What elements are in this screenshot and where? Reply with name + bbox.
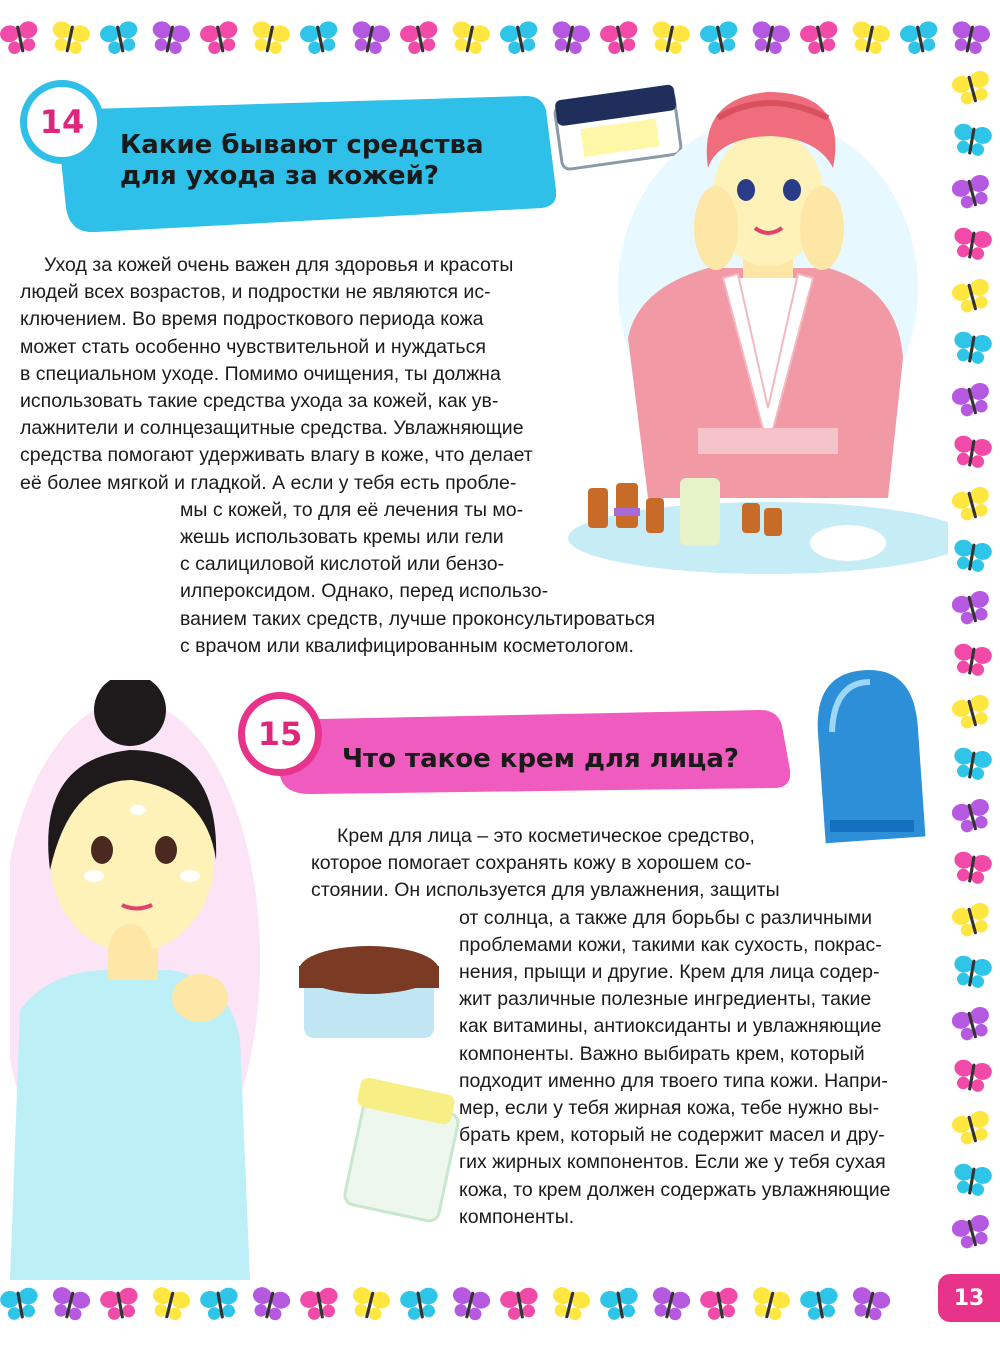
butterfly-icon — [399, 1286, 441, 1322]
section-15-title — [342, 744, 739, 775]
section-14-title-line1: Какие бывают средства — [120, 130, 484, 160]
butterfly-icon — [99, 1286, 141, 1322]
butterfly-icon — [98, 20, 141, 57]
butterfly-icon — [699, 1286, 741, 1322]
butterfly-icon — [698, 20, 741, 57]
page-number-text: 13 — [953, 1285, 985, 1311]
text-line: стоянии. Он используется для увлажнения, защиты — [311, 879, 780, 902]
butterfly-icon — [950, 69, 994, 107]
text-line: ванием таких средств, лучше проконсультироваться — [180, 607, 656, 630]
butterfly-icon — [950, 173, 994, 211]
butterfly-border-bottom — [0, 1272, 930, 1336]
text-line: мы с кожей, то для её лечения ты мо- — [180, 498, 524, 521]
butterfly-icon — [798, 20, 841, 57]
text-line: жит различные полезные ингредиенты, такие — [459, 988, 872, 1011]
section-14-title-line2: для ухода за кожей? — [120, 161, 439, 192]
butterfly-icon — [951, 746, 993, 782]
text-line: кожа, то крем должен содержать увлажняющие — [459, 1178, 891, 1201]
butterfly-icon — [398, 20, 441, 57]
text-line: с салициловой кислотой или бензо- — [180, 553, 505, 576]
section-14-title — [120, 130, 484, 192]
butterfly-icon — [950, 901, 994, 939]
butterfly-icon — [950, 1109, 994, 1147]
text-line: жешь использовать кремы или гели — [180, 526, 504, 549]
text-line: может стать особенно чувствительной и нуждаться — [20, 335, 486, 358]
butterfly-icon — [148, 20, 191, 57]
butterfly-icon — [448, 20, 491, 57]
section-14-badge — [20, 80, 104, 164]
section-15-header — [220, 688, 800, 818]
text-line: компоненты. — [459, 1205, 575, 1228]
text-line: ключением. Во время подросткового периода кожа — [20, 308, 484, 331]
text-line: подходит именно для твоего типа кожи. Напри- — [459, 1069, 888, 1092]
butterfly-icon — [951, 226, 993, 262]
butterfly-icon — [951, 330, 993, 366]
butterfly-border-right — [944, 60, 1000, 1280]
butterfly-icon — [48, 1285, 92, 1323]
butterfly-icon — [950, 589, 994, 627]
section-14-number: 14 — [39, 103, 85, 141]
butterfly-icon — [950, 381, 994, 419]
butterfly-icon — [748, 20, 791, 57]
butterfly-icon — [348, 20, 391, 57]
butterfly-icon — [548, 20, 591, 57]
butterfly-icon — [950, 693, 994, 731]
text-line: с врачом или квалифицированным косметологом. — [180, 634, 634, 657]
text-line: от солнца, а также для борьбы с различными — [459, 906, 873, 929]
butterfly-icon — [248, 1285, 292, 1323]
text-line: в специальном уходе. Помимо очищения, ты должна — [20, 362, 501, 385]
butterfly-icon — [499, 1286, 541, 1322]
butterfly-icon — [950, 277, 994, 315]
text-line: проблемами кожи, такими как сухость, покрас- — [459, 933, 882, 956]
butterfly-icon — [198, 20, 241, 57]
page-number — [938, 1274, 1000, 1322]
butterfly-icon — [950, 485, 994, 523]
butterfly-icon — [848, 1285, 892, 1323]
text-line: Уход за кожей очень важен для здоровья и красоты — [44, 254, 514, 276]
section-15-title-text: Что такое крем для лица? — [342, 744, 739, 774]
butterfly-icon — [951, 434, 993, 470]
butterfly-icon — [148, 1285, 192, 1323]
butterfly-icon — [951, 642, 993, 678]
butterfly-icon — [0, 20, 42, 57]
butterfly-icon — [951, 122, 993, 158]
text-line: её более мягкой и гладкой. А если у тебя есть пробле- — [20, 471, 517, 494]
butterfly-icon — [0, 1286, 41, 1322]
butterfly-icon — [951, 954, 993, 990]
butterfly-icon — [598, 20, 641, 57]
section-15-badge — [238, 692, 322, 776]
butterfly-icon — [548, 1285, 592, 1323]
text-line: Крем для лица – это косметическое средство, — [337, 825, 755, 847]
butterfly-icon — [599, 1286, 641, 1322]
text-line: мер, если у тебя жирная кожа, тебе нужно вы- — [459, 1097, 880, 1120]
butterfly-icon — [950, 1005, 994, 1043]
text-line: илпероксидом. Однако, перед использо- — [180, 580, 549, 603]
butterfly-icon — [448, 1285, 492, 1323]
text-line: людей всех возрастов, и подростки не являются ис- — [20, 281, 491, 304]
butterfly-icon — [951, 850, 993, 886]
text-line: нения, прыщи и другие. Крем для лица содер- — [459, 961, 880, 984]
butterfly-icon — [48, 20, 91, 57]
butterfly-icon — [848, 20, 891, 57]
butterfly-icon — [199, 1286, 241, 1322]
text-line: гих жирных компонентов. Если же у тебя сухая — [459, 1151, 886, 1174]
text-line: лажнители и солнцезащитные средства. Увлажняющие — [20, 417, 524, 440]
butterfly-icon — [951, 538, 993, 574]
butterfly-icon — [298, 20, 341, 57]
cream-jar-icon — [554, 84, 682, 170]
butterfly-icon — [299, 1286, 341, 1322]
butterfly-border-top — [0, 8, 1000, 68]
butterfly-icon — [951, 1162, 993, 1198]
section-14-text — [0, 252, 720, 660]
butterfly-icon — [248, 20, 291, 57]
text-line: использовать такие средства ухода за кожей, как ув- — [20, 390, 499, 413]
section-15-number: 15 — [257, 715, 303, 753]
butterfly-icon — [799, 1286, 841, 1322]
section-15-text — [0, 823, 940, 1231]
butterfly-icon — [498, 20, 541, 57]
text-line: которое помогает сохранять кожу в хорошем со- — [311, 852, 752, 875]
butterfly-icon — [748, 1285, 792, 1323]
text-line: компоненты. Важно выбирать крем, который — [459, 1042, 865, 1065]
butterfly-icon — [948, 20, 991, 57]
butterfly-icon — [648, 20, 691, 57]
section-14-header — [0, 80, 560, 240]
text-line: средства помогают удерживать влагу в коже, что делает — [20, 444, 533, 467]
butterfly-icon — [348, 1285, 392, 1323]
butterfly-icon — [950, 797, 994, 835]
butterfly-icon — [898, 20, 941, 57]
butterfly-icon — [951, 1058, 993, 1094]
text-line: брать крем, который не содержит масел и дру- — [459, 1124, 885, 1147]
butterfly-icon — [950, 1213, 994, 1251]
text-line: как витамины, антиоксиданты и увлажняющие — [459, 1015, 882, 1038]
butterfly-icon — [648, 1285, 692, 1323]
